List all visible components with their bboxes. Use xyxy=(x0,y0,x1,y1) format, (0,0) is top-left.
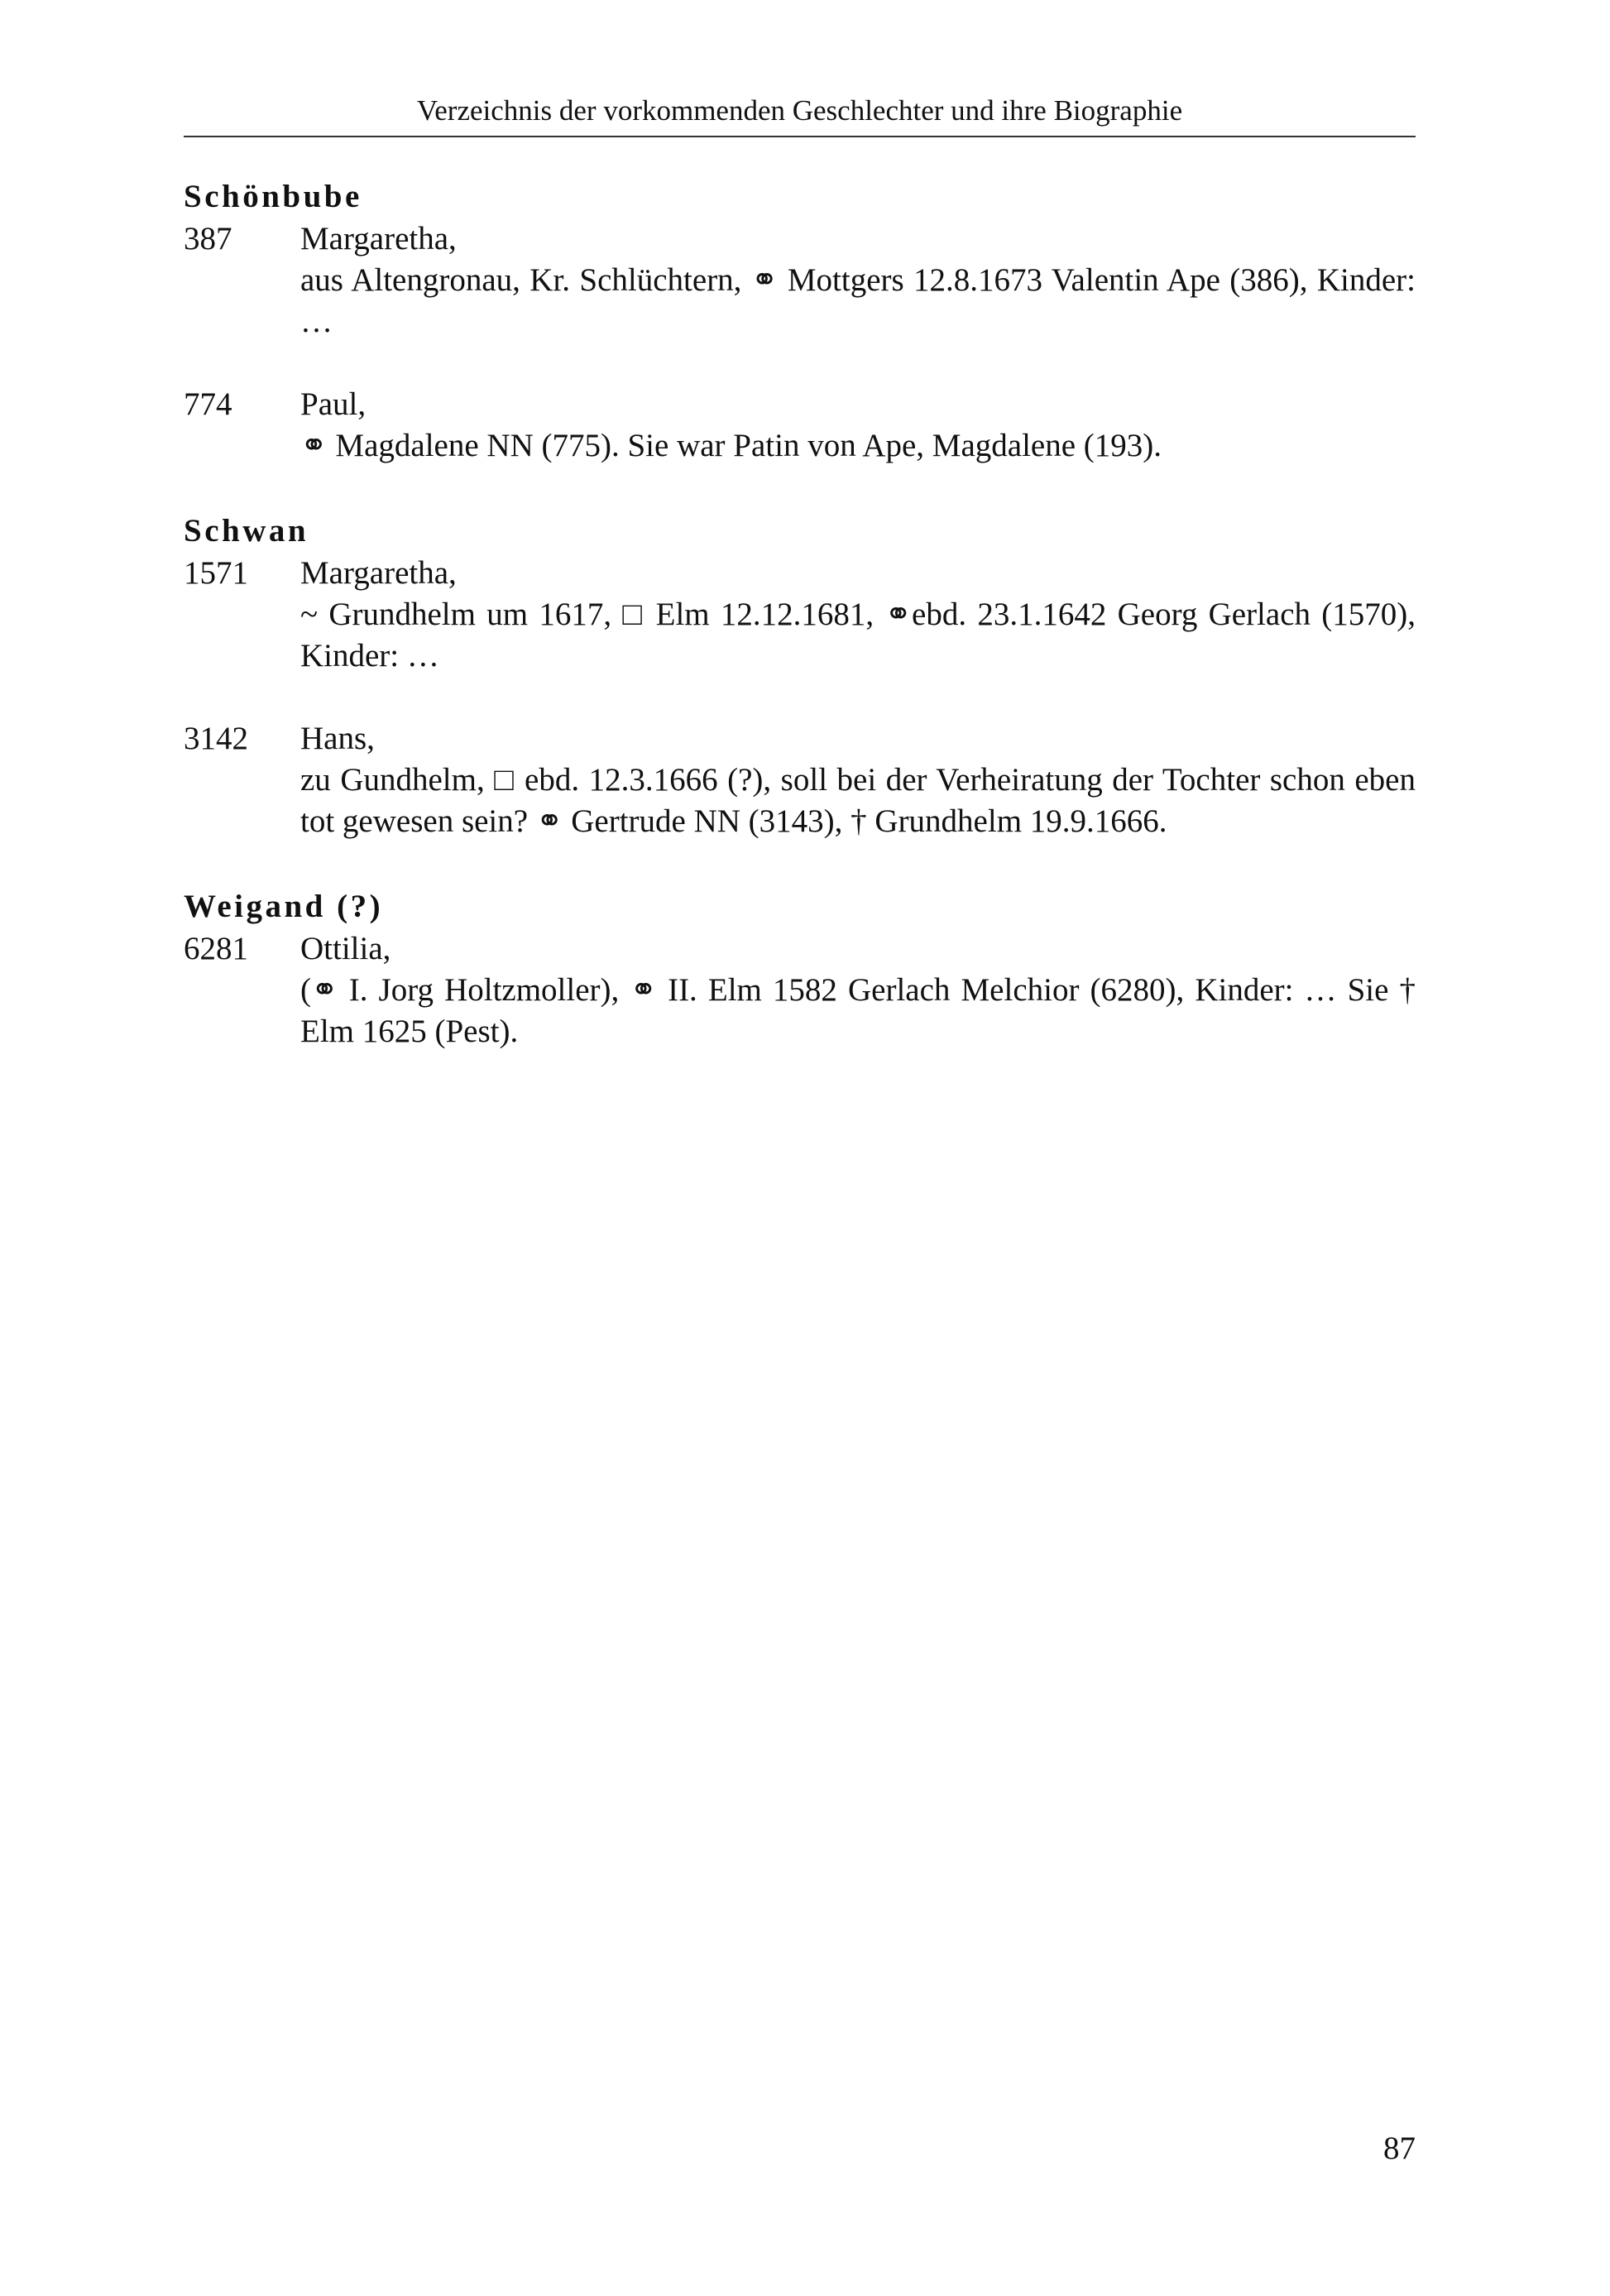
person-name: Margaretha, xyxy=(300,555,457,591)
person-details: zu Gundhelm, □ ebd. 12.3.1666 (?), soll bei der Verheiratung der Tochter schon eben tot gewesen sein? ⚭ Gertrude NN (3143), † Grundhelm 19.9.1666. xyxy=(300,762,1416,839)
person-name: Hans, xyxy=(300,721,375,756)
entry-body xyxy=(300,928,1416,1052)
family-section xyxy=(184,510,1416,842)
person-details: (⚭ I. Jorg Holtzmoller), ⚭ II. Elm 1582 Gerlach Melchior (6280), Kinder: … Sie † Elm 1625 (Pest). xyxy=(300,972,1416,1049)
person-name: Ottilia, xyxy=(300,931,391,966)
family-name: Weigand (?) xyxy=(184,889,384,924)
person-details: aus Altengronau, Kr. Schlüchtern, ⚭ Mottgers 12.8.1673 Valentin Ape (386), Kinder: … xyxy=(300,262,1416,339)
header-divider xyxy=(184,136,1416,137)
entry-body xyxy=(300,218,1416,343)
entry-body xyxy=(300,718,1416,842)
person-entry xyxy=(184,553,1416,677)
page-number: 87 xyxy=(1383,2131,1416,2166)
entry-body xyxy=(300,553,1416,677)
entry-number: 6281 xyxy=(184,931,248,966)
person-entry xyxy=(184,718,1416,842)
entry-number: 1571 xyxy=(184,555,248,591)
family-section xyxy=(184,175,1416,467)
entry-number: 774 xyxy=(184,386,232,422)
entry-body xyxy=(300,384,1416,467)
person-name: Paul, xyxy=(300,386,367,422)
family-name: Schwan xyxy=(184,513,309,549)
person-entry xyxy=(184,384,1416,467)
person-details: ⚭ Magdalene NN (775). Sie war Patin von Ape, Magdalene (193). xyxy=(300,428,1162,463)
entry-number: 387 xyxy=(184,221,232,256)
family-name: Schönbube xyxy=(184,179,362,214)
person-name: Margaretha, xyxy=(300,221,457,256)
person-entry xyxy=(184,928,1416,1052)
person-details: ~ Grundhelm um 1617, □ Elm 12.12.1681, ⚭ebd. 23.1.1642 Georg Gerlach (1570), Kinder: … xyxy=(300,597,1416,673)
running-header: Verzeichnis der vorkommenden Geschlechter und ihre Biographie xyxy=(416,94,1183,127)
person-entry xyxy=(184,218,1416,343)
entry-number: 3142 xyxy=(184,721,248,756)
family-section xyxy=(184,885,1416,1052)
family-register xyxy=(184,175,1416,1052)
